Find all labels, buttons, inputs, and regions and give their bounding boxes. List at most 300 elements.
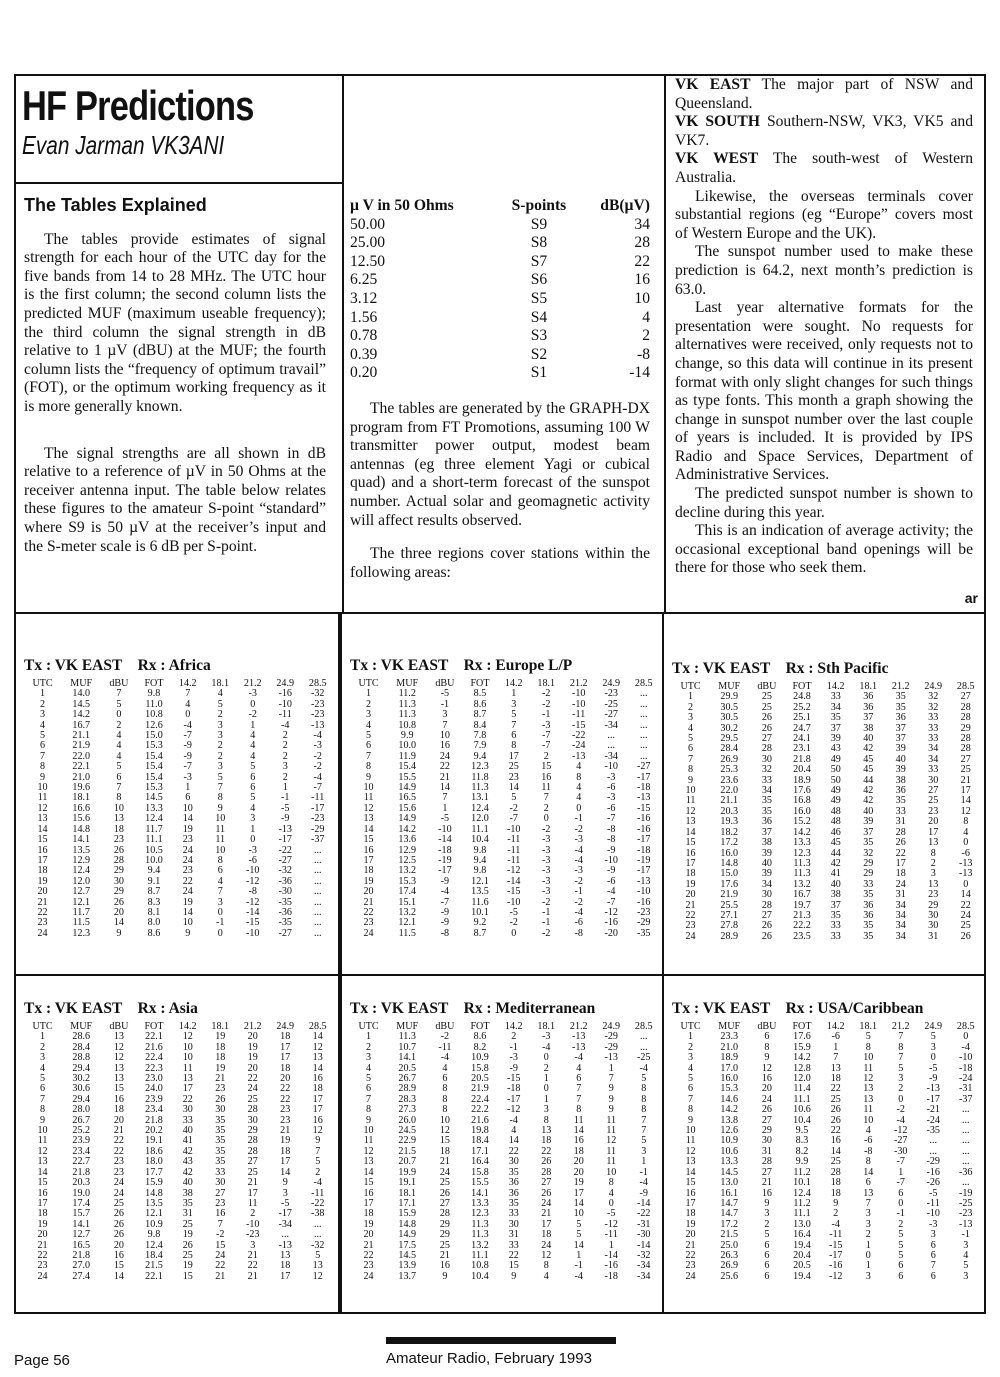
table-cell: 39 xyxy=(863,816,874,828)
table-cell: 30 xyxy=(928,774,939,786)
table-cell: 22 xyxy=(37,1249,48,1261)
table-cell: 14 xyxy=(960,795,971,807)
table-cell: 19 xyxy=(182,1260,193,1272)
table-cell: 14.8 xyxy=(720,857,739,869)
table-cell: 23.9 xyxy=(72,1135,91,1147)
table-cell: 10 xyxy=(439,730,450,742)
table-title xyxy=(24,1000,334,1018)
column-header: MUF xyxy=(718,1021,741,1032)
table-cell: -15 xyxy=(507,1073,521,1085)
table-cell: 13 xyxy=(113,813,124,825)
table-cell: 2 xyxy=(40,698,46,710)
table-cell: 18 xyxy=(280,1031,291,1043)
table-cell: 33 xyxy=(863,878,874,890)
table-cell: 43 xyxy=(830,743,841,755)
table-cell: -10 xyxy=(278,698,292,710)
table-cell: 17.2 xyxy=(720,1218,739,1230)
table-cell: 11 xyxy=(606,1145,617,1157)
table-cell: 1 xyxy=(576,1249,582,1261)
table-cell: -16 xyxy=(636,823,651,835)
spacer xyxy=(770,1000,786,1017)
column-header: MUF xyxy=(718,681,741,692)
table-cell: 1 xyxy=(366,1031,372,1043)
table-cell: 12.1 xyxy=(398,917,417,929)
table-cell: 15 xyxy=(685,837,696,849)
table-cell: 7 xyxy=(865,1197,871,1209)
table-cell: ... xyxy=(639,709,648,721)
table-cell: 12.9 xyxy=(398,844,417,856)
table-cell: 16 xyxy=(113,1249,124,1261)
table-cell: 26 xyxy=(761,1104,772,1116)
table-cell: 15.3 xyxy=(145,782,163,794)
table-cell: 50 xyxy=(830,774,841,786)
table-cell: 14.9 xyxy=(398,1229,417,1241)
table-cell: 35 xyxy=(182,1197,193,1209)
table-cell: 3 xyxy=(40,709,46,721)
table-cell: -22 xyxy=(310,1197,325,1209)
table-cell: 12 xyxy=(113,1041,124,1053)
table-cell: 13 xyxy=(863,1083,874,1095)
table-cell: 9 xyxy=(608,1083,614,1095)
table-cell: 13 xyxy=(113,1031,124,1043)
table-cell: 17 xyxy=(280,1156,291,1168)
s-meter-cell: 1.56 xyxy=(350,308,378,326)
column-header: dBU xyxy=(109,678,129,689)
column-header: 21.2 xyxy=(243,678,262,689)
column-header: 28.5 xyxy=(308,678,327,689)
table-cell: 11 xyxy=(573,1114,584,1126)
table-cell: 11.3 xyxy=(398,709,416,721)
table-cell: 3 xyxy=(898,1073,904,1085)
paragraph: The sunspot number used to make these prediction is 64.2, next month’s prediction is 63.0. xyxy=(675,243,973,298)
table-cell: 27 xyxy=(541,1177,552,1189)
table-cell: 22 xyxy=(508,1249,519,1261)
s-meter-cell: 10 xyxy=(634,289,650,307)
table-cell: -36 xyxy=(958,1166,973,1178)
table-cell: -14 xyxy=(507,875,521,887)
table-cell: 14.1 xyxy=(398,1052,417,1064)
table-cell: 13 xyxy=(863,1093,874,1105)
table-cell: 13.2 xyxy=(398,865,417,877)
table-cell: -14 xyxy=(636,1197,651,1209)
table-cell: 2 xyxy=(217,740,223,752)
table-cell: 8.3 xyxy=(795,1135,809,1147)
table-cell: 35 xyxy=(215,1156,226,1168)
table-cell: 7 xyxy=(217,886,223,898)
table-cell: 4 xyxy=(865,1125,871,1137)
table-cell: 13.5 xyxy=(72,844,91,856)
table-cell: 17 xyxy=(312,1104,323,1116)
table-cell: 14.8 xyxy=(145,1187,163,1199)
table-cell: 12.1 xyxy=(471,875,489,887)
table-cell: 15.0 xyxy=(720,868,739,880)
author-byline: Evan Jarman VK3ANI xyxy=(22,130,225,160)
column-header: 28.5 xyxy=(308,1021,327,1032)
table-cell: 30 xyxy=(247,1114,258,1126)
table-cell: -12 xyxy=(507,1104,521,1116)
table-cell: 10.8 xyxy=(145,709,163,721)
top-left-rule xyxy=(14,74,16,614)
table-cell: 17 xyxy=(182,1083,193,1095)
table-cell: 12.5 xyxy=(398,854,417,866)
region-definition xyxy=(675,113,973,150)
table-cell: 14 xyxy=(508,1135,519,1147)
table-cell: 26 xyxy=(830,1104,841,1116)
table-cell: 10.6 xyxy=(720,1145,739,1157)
table-cell: 12 xyxy=(37,802,48,814)
table-cell: 11 xyxy=(215,834,226,846)
table-cell: 2 xyxy=(366,1041,372,1053)
s-meter-cell: 0.78 xyxy=(350,327,378,345)
table-cell: 26.9 xyxy=(720,753,739,765)
table-cell: 25 xyxy=(830,1156,841,1168)
table-cell: 21.8 xyxy=(72,1166,91,1178)
column-header: dBU xyxy=(757,1021,777,1032)
table-cell: 0 xyxy=(898,1197,904,1209)
table-cell: 16 xyxy=(312,1114,323,1126)
table-cell: -24 xyxy=(958,1073,973,1085)
paragraph: This is an indication of average activity; the occasional exceptional band openings will be there for those who seek them. xyxy=(675,522,973,577)
table-row xyxy=(350,1230,660,1240)
table-cell: -37 xyxy=(958,1093,973,1105)
table-cell: 18 xyxy=(830,1177,841,1189)
table-cell: -2 xyxy=(542,896,551,908)
table-cell: 6 xyxy=(250,771,256,783)
paragraph: The predicted sunspot number is shown to decline during this year. xyxy=(675,485,973,521)
table-cell: 22 xyxy=(182,875,193,887)
table-cell: 13.2 xyxy=(793,878,811,890)
table-cell: 15 xyxy=(363,834,374,846)
table-cell: -31 xyxy=(636,1218,651,1230)
table-cell: 8 xyxy=(40,761,46,773)
table-cell: 24 xyxy=(761,1093,772,1105)
table-cell: 30 xyxy=(113,875,124,887)
table-cell: -4 xyxy=(313,771,322,783)
table-row xyxy=(672,838,982,848)
table-cell: 16 xyxy=(215,1208,226,1220)
table-cell: -3 xyxy=(929,1218,938,1230)
table-cell: 25 xyxy=(508,761,519,773)
table-cell: 14.1 xyxy=(72,1218,91,1230)
table-cell: 0 xyxy=(576,802,582,814)
table-cell: 11.5 xyxy=(72,917,90,929)
region-definition xyxy=(675,150,973,187)
table-cell: 28 xyxy=(761,899,772,911)
table-cell: -4 xyxy=(607,886,616,898)
column-header: 18.1 xyxy=(211,1021,230,1032)
table-cell: -3 xyxy=(542,875,551,887)
table-cell: 13 xyxy=(182,1073,193,1085)
table-cell: 5 xyxy=(366,1073,372,1085)
table-cell: -9 xyxy=(183,740,192,752)
table-cell: -22 xyxy=(278,844,292,856)
table-cell: 23 xyxy=(685,920,696,932)
table-cell: 22 xyxy=(363,906,374,918)
table-cell: 42 xyxy=(182,1166,193,1178)
table-cell: 16.8 xyxy=(793,795,811,807)
table-cell: 16 xyxy=(37,844,48,856)
table-cell: 22 xyxy=(830,1083,841,1095)
table-cell: -2 xyxy=(216,1229,225,1241)
table-cell: 21.9 xyxy=(72,740,91,752)
table-cell: 1 xyxy=(250,719,256,731)
table-cell: 4 xyxy=(576,761,582,773)
table-cell: -1 xyxy=(574,813,583,825)
table-cell: 12 xyxy=(685,1145,696,1157)
table-cell: -12 xyxy=(604,906,618,918)
table-cell: 2 xyxy=(688,1041,694,1053)
table-cell: 41 xyxy=(830,868,841,880)
table-cell: 35 xyxy=(215,1145,226,1157)
table-cell: 22.4 xyxy=(145,1052,163,1064)
table-cell: 24 xyxy=(37,1270,48,1282)
table-cell: 31 xyxy=(895,889,906,901)
tx-label: Tx : VK EAST xyxy=(672,1000,771,1017)
table-cell: 25.6 xyxy=(720,1270,739,1282)
table-cell: ... xyxy=(639,698,648,710)
table-cell: -29 xyxy=(636,917,651,929)
table-cell: 17 xyxy=(685,1197,696,1209)
table-cell: 37 xyxy=(863,826,874,838)
table-cell: 22 xyxy=(113,1145,124,1157)
table-cell: -25 xyxy=(604,698,618,710)
table-cell: 5 xyxy=(315,1156,321,1168)
table-cell: -3 xyxy=(542,1031,551,1043)
table-cell: -35 xyxy=(636,927,651,939)
table-cell: 6 xyxy=(764,1260,770,1272)
table-cell: 17.4 xyxy=(398,886,417,898)
table-cell: -3 xyxy=(574,865,583,877)
table-cell: -2 xyxy=(574,823,583,835)
table-cell: -1 xyxy=(896,1208,905,1220)
column-header: 21.2 xyxy=(891,1021,910,1032)
table-cell: 23 xyxy=(928,805,939,817)
table-cell: -17 xyxy=(438,865,452,877)
table-cell: 12.6 xyxy=(720,1125,739,1137)
table-cell: -4 xyxy=(896,1114,905,1126)
table-cell: 28.4 xyxy=(72,1041,91,1053)
table-cell: 21 xyxy=(280,1125,291,1137)
table-cell: 14.5 xyxy=(145,792,163,804)
table-cell: 21 xyxy=(685,899,696,911)
table-cell: 8 xyxy=(865,1041,871,1053)
table-cell: -13 xyxy=(571,750,586,762)
table-cell: 17 xyxy=(37,854,48,866)
table-cell: 28 xyxy=(113,854,124,866)
table-cell: 8 xyxy=(543,1114,549,1126)
table-cell: -23 xyxy=(310,813,325,825)
table-cell: 12.0 xyxy=(471,813,489,825)
table-cell: 22 xyxy=(895,847,906,859)
table-title xyxy=(350,1000,660,1018)
table-cell: 19 xyxy=(215,1062,226,1074)
table-cell: 18 xyxy=(113,1104,124,1116)
table-cell: 34 xyxy=(928,743,939,755)
table-cell: 23.1 xyxy=(793,743,811,755)
table-cell: 4 xyxy=(963,826,969,838)
table-cell: 29.5 xyxy=(720,733,739,745)
table-cell: 13.9 xyxy=(398,1260,417,1272)
table-cell: 29 xyxy=(863,857,874,869)
prediction-table-mediterranean xyxy=(350,1000,660,1282)
prediction-table xyxy=(24,679,334,939)
table-cell: -9 xyxy=(440,906,450,918)
table-cell: -10 xyxy=(245,1218,260,1230)
table-cell: -13 xyxy=(278,1239,292,1251)
column-header: UTC xyxy=(358,1021,379,1032)
table-cell: 17.7 xyxy=(145,1166,163,1178)
table-cell: 1 xyxy=(833,1041,839,1053)
table-cell: 25 xyxy=(247,1093,258,1105)
table-cell: 23.9 xyxy=(145,1093,163,1105)
table-cell: 28 xyxy=(247,1104,258,1116)
table-cell: 8 xyxy=(543,1260,549,1272)
table-cell: 11.3 xyxy=(793,868,811,880)
table-cell: 30.6 xyxy=(72,1083,91,1095)
table-cell: -3 xyxy=(542,854,551,866)
table-cell: 26 xyxy=(761,930,772,942)
table-cell: 21.1 xyxy=(720,795,739,807)
table-cell: 24 xyxy=(363,927,374,939)
table-cell: -2 xyxy=(542,688,551,700)
table-cell: 8.7 xyxy=(473,709,487,721)
table-cell: 12.4 xyxy=(72,865,91,877)
table-cell: 33 xyxy=(928,733,939,745)
table-cell: 35 xyxy=(215,1135,226,1147)
table-cell: 29 xyxy=(928,899,939,911)
s-meter-row xyxy=(350,364,650,383)
region-label: VK EAST xyxy=(675,76,751,93)
table-cell: 1 xyxy=(641,1156,647,1168)
table-cell: 9.5 xyxy=(795,1125,809,1137)
table-cell: -11 xyxy=(926,1197,940,1209)
table-cell: 29 xyxy=(439,1218,450,1230)
table-cell: 19 xyxy=(182,823,193,835)
table-cell: -18 xyxy=(958,1062,973,1074)
table-cell: 39 xyxy=(761,847,772,859)
table-cell: -12 xyxy=(245,875,260,887)
paragraph: The tables provide estimates of signal strength for each hour of the UTC day for the five bands from 14 to 28 MHz. The UTC hour is the first column; the second column lists the predicted MUF (maximum useable frequency); the third column the signal strength in dB relative to 1 µV (dBU) at the MUF; the fourth column lists the “frequency of optimum travail” (FOT), or the optimum working frequency as it is more generally known. xyxy=(24,230,326,415)
table-cell: 7 xyxy=(641,1125,647,1137)
table-cell: 23.5 xyxy=(793,930,811,942)
table-cell: -14 xyxy=(604,1249,618,1261)
table-cell: 40 xyxy=(182,1177,193,1189)
table-cell: 2 xyxy=(688,701,694,713)
table-cell: 4 xyxy=(185,698,191,710)
table-cell: 18 xyxy=(439,1145,450,1157)
table-cell: -3 xyxy=(542,719,551,731)
table-cell: 17.6 xyxy=(793,1031,811,1043)
table-cell: 23 xyxy=(182,865,193,877)
table-cell: 37 xyxy=(761,826,772,838)
table-cell: 22 xyxy=(508,1145,519,1157)
table-cell: 21 xyxy=(439,1156,450,1168)
s-meter-row xyxy=(350,253,650,272)
table-cell: 33 xyxy=(830,691,841,703)
table-cell: 35 xyxy=(508,1166,519,1178)
table-cell: 9 xyxy=(833,1197,839,1209)
table-row xyxy=(672,890,982,900)
table-cell: 24 xyxy=(182,886,193,898)
table-cell: 36 xyxy=(895,712,906,724)
table-cell: 18.4 xyxy=(145,1249,163,1261)
table-cell: 11.3 xyxy=(398,1031,416,1043)
table-cell: 16.0 xyxy=(793,805,811,817)
table-cell: 24.5 xyxy=(398,1125,417,1137)
table-cell: 5 xyxy=(511,792,517,804)
table-cell: 35 xyxy=(215,1125,226,1137)
table-cell: 5 xyxy=(930,1031,936,1043)
table-cell: 7.8 xyxy=(473,730,487,742)
table-cell: -6 xyxy=(607,875,616,887)
table-cell: 8.0 xyxy=(147,917,161,929)
table-cell: -11 xyxy=(507,854,521,866)
table-cell: 30 xyxy=(182,1104,193,1116)
table-cell: 10.9 xyxy=(720,1135,739,1147)
table-cell: 13 xyxy=(312,1052,323,1064)
table-cell: 32 xyxy=(928,691,939,703)
table-cell: 2 xyxy=(366,698,372,710)
table-cell: -4 xyxy=(639,1062,648,1074)
table-cell: 12 xyxy=(363,802,374,814)
table-cell: 10 xyxy=(215,813,226,825)
table-cell: 19 xyxy=(37,1218,48,1230)
table-cell: 10 xyxy=(215,844,226,856)
table-cell: 23 xyxy=(280,1114,291,1126)
table-cell: 23 xyxy=(215,1197,226,1209)
table-cell: -36 xyxy=(278,875,292,887)
table-cell: 17 xyxy=(363,854,374,866)
table-cell: 4 xyxy=(442,1062,448,1074)
table-cell: 16.7 xyxy=(72,719,91,731)
table-cell: 23 xyxy=(37,917,48,929)
table-cell: 17.5 xyxy=(398,1239,417,1251)
table-cell: 15 xyxy=(685,1177,696,1189)
table-cell: 5 xyxy=(963,1260,969,1272)
table-cell: 15.9 xyxy=(793,1041,811,1053)
column-header: FOT xyxy=(792,1021,812,1032)
table-cell: 14.1 xyxy=(72,834,91,846)
table-cell: 36 xyxy=(863,691,874,703)
table-cell: 8 xyxy=(930,847,936,859)
table-cell: 12.0 xyxy=(793,1073,811,1085)
table-cell: 26 xyxy=(113,1208,124,1220)
table-cell: 8 xyxy=(576,771,582,783)
table-cell: -35 xyxy=(278,917,292,929)
table-cell: -6 xyxy=(831,1031,840,1043)
table-cell: 6 xyxy=(764,1031,770,1043)
table-cell: 9 xyxy=(442,1270,448,1282)
table-cell: 0 xyxy=(898,1093,904,1105)
table-cell: 14 xyxy=(363,1166,374,1178)
table-cell: 44 xyxy=(830,847,841,859)
table-cell: -3 xyxy=(313,740,322,752)
table-cell: -11 xyxy=(604,1229,618,1241)
table-cell: 26 xyxy=(113,896,124,908)
table-cell: 6 xyxy=(185,792,191,804)
column-header: MUF xyxy=(396,678,419,689)
s-meter-cell: 4 xyxy=(642,308,650,326)
table-cell: -1 xyxy=(440,698,450,710)
table-row xyxy=(24,1230,334,1240)
table-cell: 0 xyxy=(250,698,256,710)
table-cell: 24 xyxy=(960,909,971,921)
table-cell: 10 xyxy=(182,1052,193,1064)
table-cell: 25.3 xyxy=(720,764,739,776)
table-cell: 22.1 xyxy=(72,761,91,773)
column-header: 24.9 xyxy=(276,678,295,689)
table-cell: -14 xyxy=(245,906,260,918)
